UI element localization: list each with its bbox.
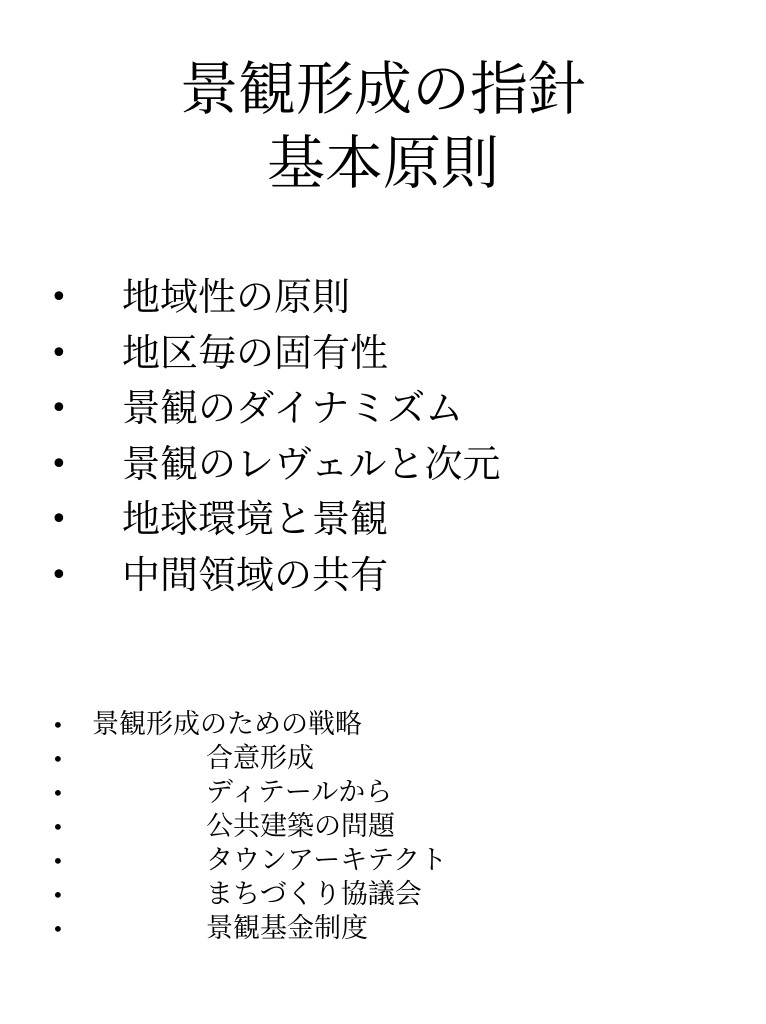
list-item [0,326,766,382]
strategy-text: 合意形成 [206,743,314,774]
strategies-list [0,708,766,946]
strategy-text: タウンアーキテクト [206,845,448,876]
principle-text: 中間領域の共有 [122,552,389,597]
bullet-icon: • [50,280,68,315]
bullet-icon: • [52,781,64,805]
list-item [0,437,766,493]
bullet-icon: • [52,713,64,737]
bullet-icon: • [50,557,68,593]
bullet-icon: • [50,391,68,426]
bullet-icon: • [52,917,64,941]
list-item [0,742,766,776]
principle-text: 景観のダイナミズム [122,386,464,430]
principle-text: 地球環境と景観 [122,497,389,541]
strategies-heading: 景観形成のための戦略 [92,709,362,740]
list-item [0,708,766,742]
basic-principles-list [0,270,766,603]
principle-text: 地域性の原則 [122,275,351,319]
strategy-text: 公共建築の問題 [206,811,395,842]
bullet-icon: • [50,502,68,537]
bullet-icon: • [52,747,64,771]
list-item [0,381,766,437]
list-item [0,776,766,810]
bullet-icon: • [52,883,64,907]
principle-text: 景観のレヴェルと次元 [122,441,501,486]
strategy-text: まちづくり協議会 [206,879,422,910]
bullet-icon: • [52,849,64,873]
bullet-icon: • [50,335,68,371]
list-item [0,270,766,326]
list-item [0,548,766,604]
title-line-2: 基本原則 [266,129,499,197]
bullet-icon: • [50,446,68,482]
page-title [0,52,766,200]
title-line-1: 景観形成の指針 [179,55,586,123]
strategy-text: 景観基金制度 [206,913,368,944]
list-item [0,844,766,878]
list-item [0,810,766,844]
list-item [0,492,766,548]
list-item [0,912,766,946]
principle-text: 地区毎の固有性 [122,330,389,375]
strategy-text: ディテールから [206,777,393,808]
bullet-icon: • [52,815,64,839]
list-item [0,878,766,912]
